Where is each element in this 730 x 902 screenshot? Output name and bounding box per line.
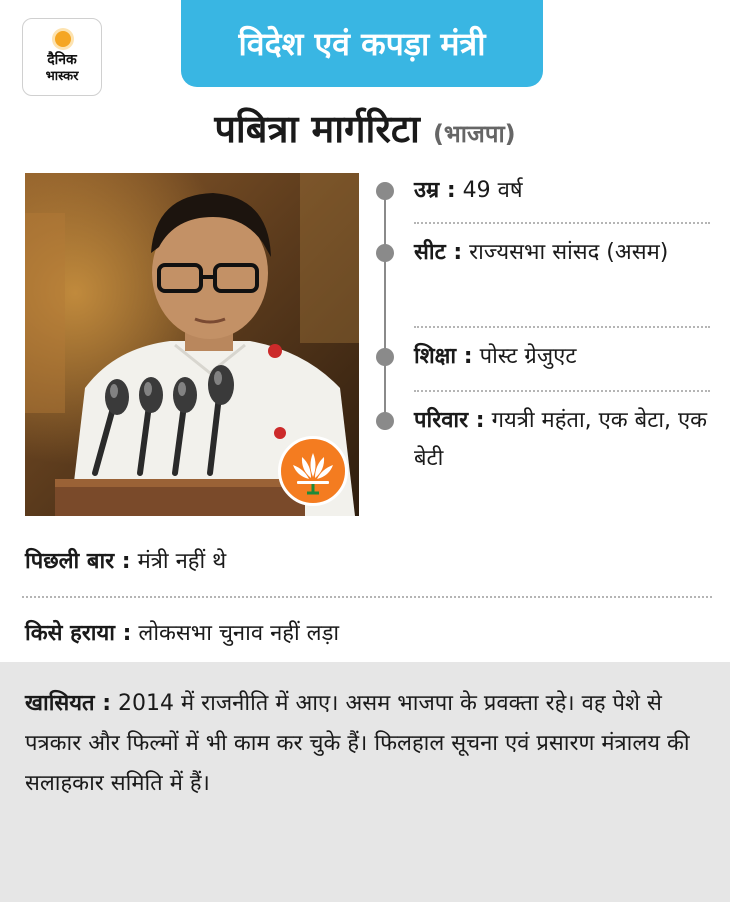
fact-value: गयत्री महंता, एक बेटा, एक बेटी [414,408,708,471]
divider [414,326,710,328]
defeated-value: लोकसभा चुनाव नहीं लड़ा [138,621,340,646]
speciality-panel [0,662,730,902]
fact-value: पोस्ट ग्रेजुएट [479,344,577,369]
fact-label: उम्र : [414,178,456,203]
sun-icon [55,31,71,47]
divider [414,222,710,224]
fact-value: 49 वर्ष [462,178,523,203]
fact-label: सीट : [414,240,463,265]
speciality-label: खासियत : [25,691,112,716]
bjp-lotus-icon [278,436,348,506]
fact-label: शिक्षा : [414,344,473,369]
timeline-dot [376,412,394,430]
logo-line-1: दैनिक [47,52,77,68]
speciality-value: 2014 में राजनीति में आए। असम भाजपा के प्रवक्ता रहे। वह पेशे से पत्रकार और फिल्मों में भी काम कर चुके हैं। फिलहाल सूचना एवं प्रसारण मंत्रालय की सलाहकार समिति में हैं। [25,691,690,796]
timeline-dot [376,348,394,366]
dainik-bhaskar-logo [22,18,102,96]
fact-label: परिवार : [414,408,485,433]
defeated-label: किसे हराया : [25,621,132,646]
timeline-line [384,190,386,430]
divider [22,596,712,598]
minister-name: पबित्रा मार्गरिटा [214,107,420,151]
fact-value: राज्यसभा सांसद (असम) [469,240,669,265]
defeated-row [25,619,339,649]
portfolio-banner: विदेश एवं कपड़ा मंत्री [181,0,543,87]
previous-label: पिछली बार : [25,549,131,574]
facts-panel [370,172,715,502]
timeline-dot [376,244,394,262]
party-name: (भाजपा) [432,120,516,148]
logo-line-2: भास्कर [45,69,79,84]
minister-name-row [0,102,730,154]
minister-photo [25,173,359,516]
divider [414,390,710,392]
timeline-dot [376,182,394,200]
previous-value: मंत्री नहीं थे [137,549,227,574]
previous-term-row [25,547,226,577]
